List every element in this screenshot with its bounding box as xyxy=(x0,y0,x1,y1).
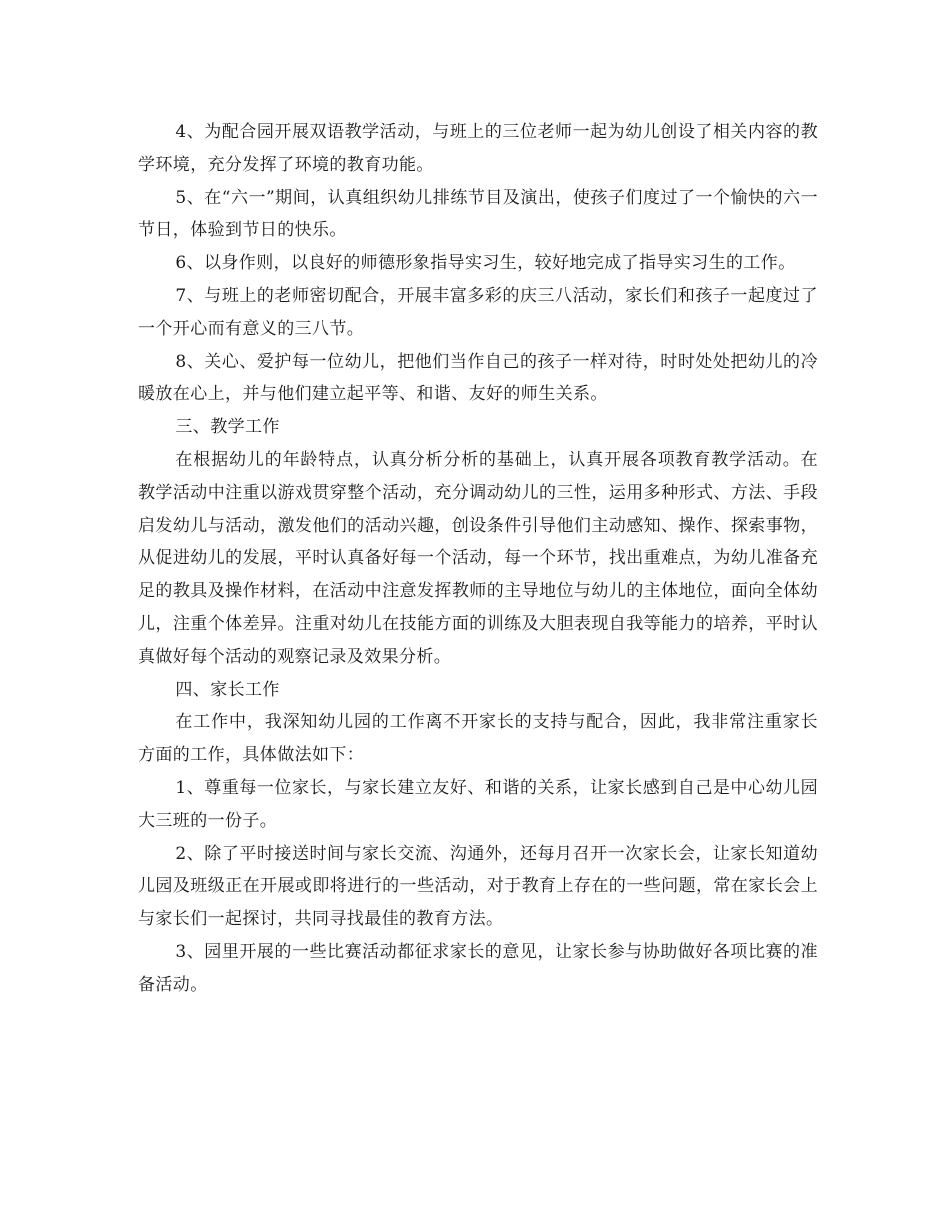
paragraph-item-5: 5、在“六一”期间，认真组织幼儿排练节目及演出，使孩子们度过了一个愉快的六一节日，体验到节日的快乐。 xyxy=(138,187,818,241)
parent-item-3: 3、园里开展的一些比赛活动都征求家长的意见，让家长参与协助做好各项比赛的准备活动。 xyxy=(138,941,818,995)
paragraph-item-6: 6、以身作则，以良好的师德形象指导实习生，较好地完成了指导实习生的工作。 xyxy=(175,253,796,274)
parent-item-2: 2、除了平时接送时间与家长交流、沟通外，还每月召开一次家长会，让家长知道幼儿园及班级正在开展或即将进行的一些活动，对于教育上存在的一些问题，常在家长会上与家长们一起探讨，共同寻找最佳的教育方法。 xyxy=(138,843,818,930)
section-body-teaching: 在根据幼儿的年龄特点，认真分析分析的基础上，认真开展各项教育教学活动。在教学活动中注重以游戏贯穿整个活动，充分调动幼儿的三性，运用多种形式、方法、手段启发幼儿与活动，激发他们的活动兴趣，创设条件引导他们主动感知、操作、探索事物，从促进幼儿的发展，平时认真备好每一个活动，每一个环节，找出重难点，为幼儿准备充足的教具及操作材料，在活动中注意发挥教师的主导地位与幼儿的主体地位，面向全体幼儿，注重个体差异。注重对幼儿在技能方面的训练及大胆表现自我等能力的培养，平时认真做好每个活动的观察记录及效果分析。 xyxy=(138,449,818,667)
document-body xyxy=(138,116,818,1002)
section-intro-parents: 在工作中，我深知幼儿园的工作离不开家长的支持与配合，因此，我非常注重家长方面的工作，具体做法如下： xyxy=(138,712,818,766)
paragraph-item-4: 4、为配合园开展双语教学活动，与班上的三位老师一起为幼儿创设了相关内容的教学环境，充分发挥了环境的教育功能。 xyxy=(138,122,818,175)
paragraph-item-7: 7、与班上的老师密切配合，开展丰富多彩的庆三八活动，家长们和孩子一起度过了一个开心而有意义的三八节。 xyxy=(138,285,818,339)
paragraph-item-8: 8、关心、爱护每一位幼儿，把他们当作自己的孩子一样对待，时时处处把幼儿的冷暖放在心上，并与他们建立起平等、和谐、友好的师生关系。 xyxy=(138,351,818,405)
section-heading-parents: 四、家长工作 xyxy=(175,679,280,700)
parent-item-1: 1、尊重每一位家长，与家长建立友好、和谐的关系，让家长感到自己是中心幼儿园大三班的一份子。 xyxy=(138,777,818,831)
section-heading-teaching: 三、教学工作 xyxy=(175,417,280,438)
